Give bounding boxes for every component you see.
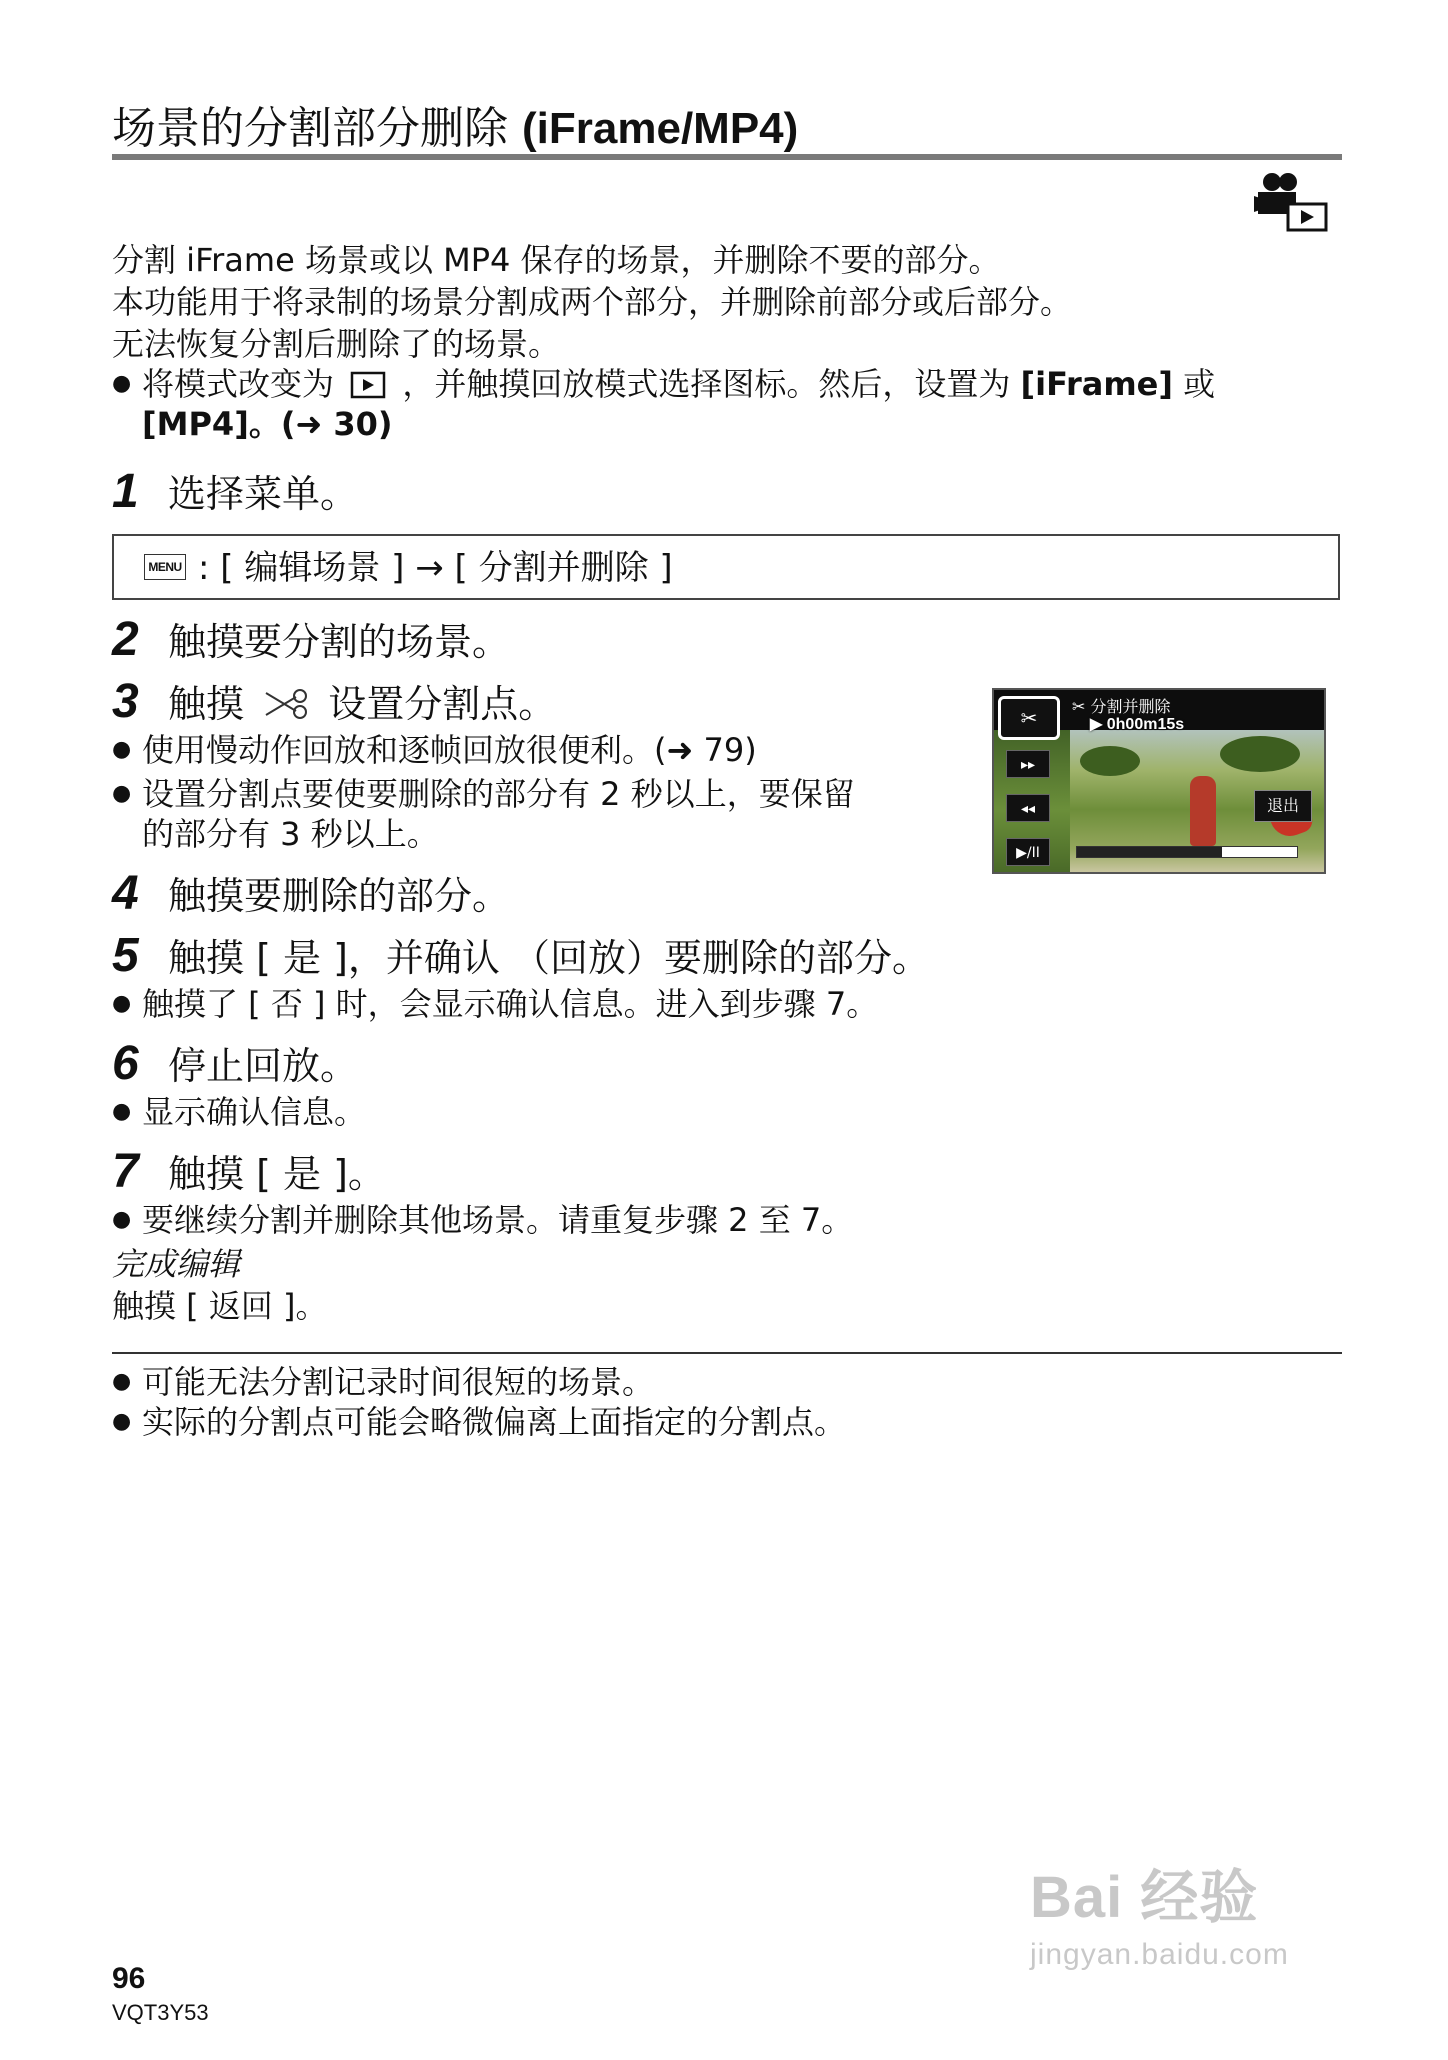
step-2-number: 2 [112, 613, 139, 666]
step-3-text-b: 设置分割点。 [328, 682, 557, 726]
person-figure [1190, 776, 1216, 846]
step-1-number: 1 [112, 465, 139, 518]
step-3-note-1 [112, 730, 757, 770]
step-7-text: 触摸 [ 是 ]。 [168, 1152, 386, 1196]
rewind-button[interactable]: ◂◂ [1006, 794, 1050, 822]
document-code: VQT3Y53 [112, 2000, 209, 2025]
intro-bullet [112, 364, 1215, 444]
bullet-text-a: 将模式改变为 [142, 365, 335, 403]
step-5-note-text: ● 触摸了 [ 否 ] 时，会显示确认信息。进入到步骤 7。 [142, 985, 879, 1023]
step-3-note-1-text: ● 使用慢动作回放和逐帧回放很便利。(➜ 79) [142, 731, 757, 769]
bullet-text-c: [iFrame] [1020, 365, 1173, 403]
step-3-number: 3 [112, 675, 139, 728]
menu-path: : [ 编辑场景 ] → [ 分割并删除 ] [198, 548, 673, 588]
step-4-text: 触摸要删除的部分。 [168, 874, 511, 918]
step-3-note-2-line-2: 的部分有 3 秒以上。 [142, 815, 439, 853]
video-playback-mode-icon [1254, 170, 1330, 234]
page-title [112, 92, 798, 156]
progress-bar[interactable] [1076, 846, 1298, 858]
bullet-text-e: [MP4]。(➜ 30) [142, 405, 393, 443]
palm-foliage [1080, 746, 1140, 776]
split-scissors-button[interactable]: ✂ [998, 696, 1060, 740]
finish-text: 触摸 [ 返回 ]。 [112, 1287, 328, 1325]
note-2 [112, 1402, 846, 1442]
step-6-number: 6 [112, 1037, 139, 1090]
note-1 [112, 1362, 654, 1402]
progress-fill [1077, 847, 1222, 857]
title-cjk: 场景的分割部分删除 [112, 103, 522, 154]
finish-heading: 完成编辑 [112, 1245, 241, 1283]
page-number: 96 [112, 1962, 146, 1995]
intro-line-1: 分割 iFrame 场景或以 MP4 保存的场景，并删除不要的部分。 [112, 241, 1001, 279]
playback-time: ▶ 0h00m15s [1090, 716, 1185, 733]
step-3-note-2-line-1: 设置分割点要使要删除的部分有 2 秒以上，要保留 [142, 775, 855, 813]
step-6-note-text: ● 显示确认信息。 [142, 1093, 367, 1131]
bullet-text-d: 或 [1183, 365, 1216, 403]
palm-foliage [1220, 736, 1300, 772]
step-5-number: 5 [112, 929, 139, 982]
step-7-number: 7 [112, 1145, 139, 1198]
menu-icon: MENU [144, 554, 186, 580]
play-pause-button[interactable]: ▶/II [1006, 838, 1050, 866]
intro-line-2: 本功能用于将录制的场景分割成两个部分，并删除前部分或后部分。 [112, 283, 1073, 321]
step-2-text: 触摸要分割的场景。 [168, 620, 511, 664]
step-7-note-text: ● 要继续分割并删除其他场景。请重复步骤 2 至 7。 [142, 1201, 854, 1239]
note-1-text: ● 可能无法分割记录时间很短的场景。 [142, 1363, 655, 1401]
watermark-main: Bai 经验 [1030, 1865, 1259, 1930]
scissors-icon [262, 687, 310, 721]
bullet-text-b: ，并触摸回放模式选择图标。然后，设置为 [402, 365, 1011, 403]
fast-forward-button[interactable]: ▸▸ [1006, 750, 1050, 778]
step-6-note [112, 1092, 366, 1132]
screen-title: ✂ 分割并删除 [1072, 697, 1171, 716]
title-latin: (iFrame/MP4) [522, 104, 799, 153]
step-6-text: 停止回放。 [168, 1044, 359, 1088]
step-5-note [112, 984, 878, 1024]
step-7-note [112, 1200, 853, 1240]
title-rule [112, 154, 1342, 160]
playback-mode-icon [350, 371, 386, 399]
step-5-text: 触摸 [ 是 ]，并确认 （回放）要删除的部分。 [168, 936, 930, 980]
step-4-number: 4 [112, 867, 139, 920]
camera-screen-image [992, 688, 1326, 874]
menu-path-box [112, 534, 1340, 600]
step-1-text: 选择菜单。 [168, 472, 359, 516]
intro-line-3: 无法恢复分割后删除了的场景。 [112, 325, 561, 363]
step-3-text-a: 触摸 [168, 682, 245, 726]
step-3-note-2 [112, 774, 855, 854]
step-3-text [168, 676, 556, 732]
exit-button[interactable]: 退出 [1254, 790, 1312, 822]
baidu-watermark [1030, 1850, 1289, 1972]
watermark-url: jingyan.baidu.com [1030, 1938, 1289, 1971]
notes-divider [112, 1352, 1342, 1354]
note-2-text: ● 实际的分割点可能会略微偏离上面指定的分割点。 [142, 1403, 847, 1441]
